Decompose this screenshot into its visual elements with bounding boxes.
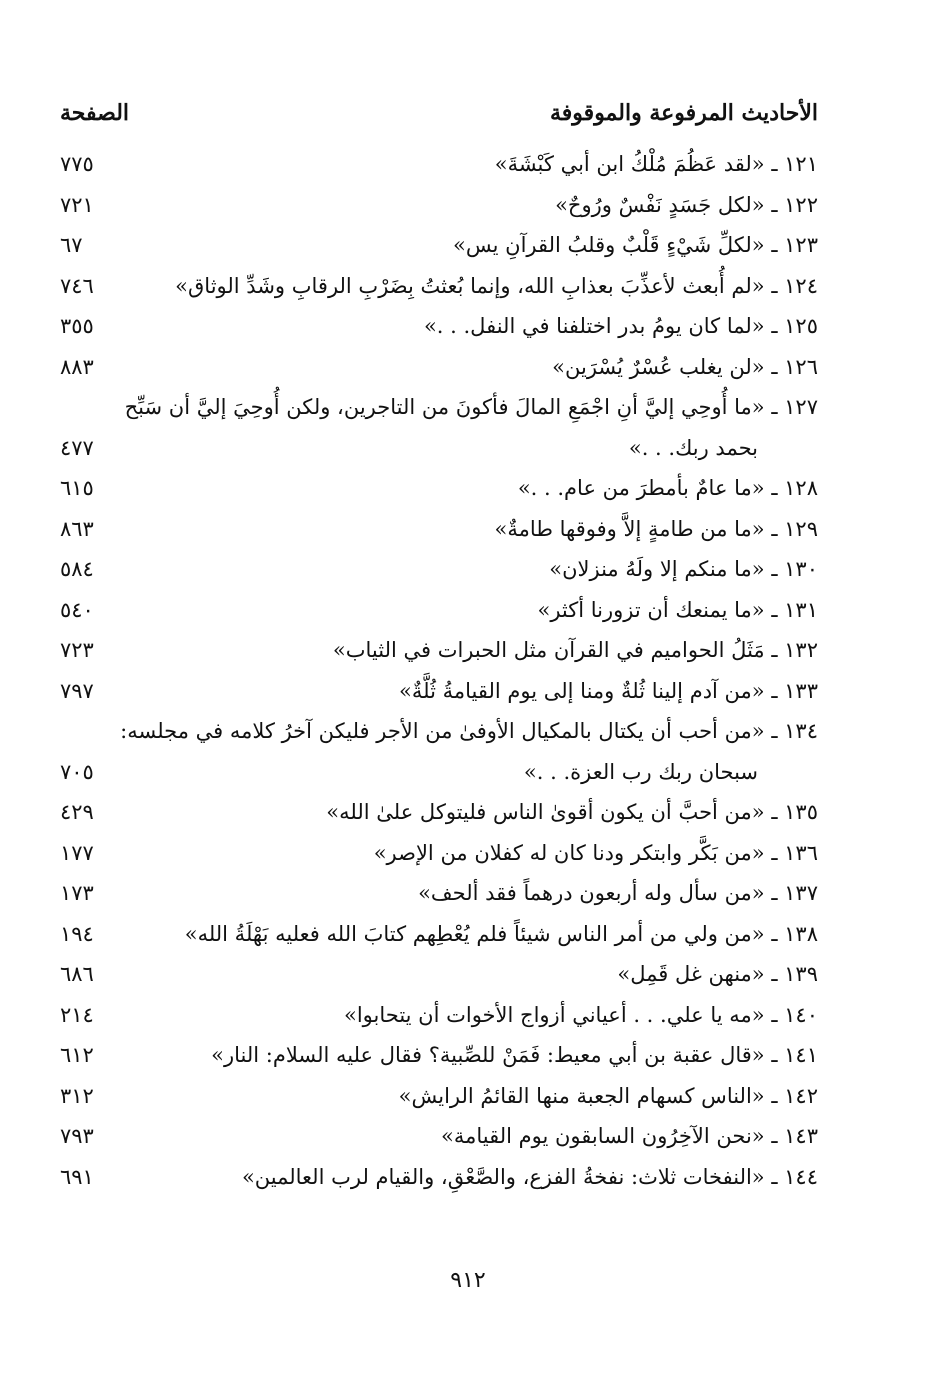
entry-page-number: ٧٧٥ [60, 152, 94, 176]
index-entry [60, 914, 818, 955]
index-entry [60, 266, 818, 307]
index-entry [60, 509, 818, 550]
entry-line [60, 468, 818, 509]
entry-line [60, 833, 818, 874]
index-entry [60, 144, 818, 185]
index-entry [60, 1116, 818, 1157]
entry-page-number: ٦٨٦ [60, 962, 94, 986]
entry-text: ١٢٦ ـ «لن يغلب عُسْرٌ يُسْرَين» [552, 354, 818, 379]
entry-page-number: ٨٨٣ [60, 354, 94, 379]
entry-page-number: ٣٥٥ [60, 314, 94, 338]
entry-line [60, 185, 818, 226]
entry-page-number: ٦١٥ [60, 476, 94, 500]
index-entry [60, 468, 818, 509]
entry-line [60, 347, 818, 388]
index-entry [60, 1035, 818, 1076]
entry-page-number: ٥٤٠ [60, 597, 94, 622]
index-entry [60, 225, 818, 266]
entry-page-number: ١٩٤ [60, 921, 94, 946]
entry-text: ١٣٦ ـ «من بَكَّر وابتكر ودنا كان له كفلان من الإصر» [373, 840, 818, 865]
entry-text: ١٢٣ ـ «لكلِّ شَيْءٍ قَلْبٌ وقلبُ القرآنِ يس» [453, 233, 818, 257]
entry-line [60, 590, 818, 631]
entry-continuation-line [60, 752, 818, 793]
entry-text: ١٣٥ ـ «من أحبَّ أن يكون أقوىٰ الناس فليتوكل علىٰ الله» [326, 800, 818, 824]
entry-text: ١٤٢ ـ «الناس كسهام الجعبة منها القائمُ الرايش» [398, 1083, 818, 1108]
index-entry [60, 792, 818, 833]
index-entry [60, 549, 818, 590]
entry-page-number: ٧٠٥ [60, 759, 94, 784]
entry-text: بحمد ربك. . .» [628, 435, 758, 460]
index-entry [60, 306, 818, 347]
entry-text: ١٢٥ ـ «لما كان يومُ بدر اختلفنا في النفل. . .» [423, 314, 818, 338]
entry-page-number: ٣١٢ [60, 1083, 94, 1108]
entry-page-number: ٧٤٦ [60, 273, 94, 298]
index-entry [60, 954, 818, 995]
entry-text: ١٢٤ ـ «لم أُبعث لأعذِّبَ بعذابِ الله، وإنما بُعثتُ بِضَرْبِ الرقابِ وشَدِّ الوثاق» [175, 273, 818, 298]
entry-page-number: ٧٩٧ [60, 678, 94, 703]
entry-line [60, 387, 818, 428]
entry-text: ١٣٢ ـ مَثَلُ الحواميم في القرآن مثل الحبرات في الثياب» [332, 638, 818, 662]
entry-page-number: ٥٨٤ [60, 557, 94, 581]
entry-line [60, 792, 818, 833]
hadith-index-list [60, 144, 818, 1197]
entry-text: ١٤٠ ـ «مه يا علي. . . أعياني أزواج الأخوات أن يتحابوا» [343, 1002, 818, 1027]
entry-text: ١٣٨ ـ «من ولي من أمر الناس شيئاً فلم يُعْطِهم كتابَ الله فعليه بَهْلَةُ الله» [184, 921, 818, 946]
index-entry [60, 347, 818, 388]
entry-page-number: ١٧٣ [60, 881, 94, 905]
entry-line [60, 144, 818, 185]
entry-line [60, 549, 818, 590]
entry-line [60, 306, 818, 347]
entry-text: ١٣٩ ـ «منهن غل قَمِل» [617, 962, 818, 986]
entry-line [60, 954, 818, 995]
index-entry [60, 185, 818, 226]
entry-page-number: ٧٢٣ [60, 638, 94, 662]
index-entry [60, 873, 818, 914]
entry-text: ١٣٣ ـ «من آدم إلينا ثُلةٌ ومنا إلى يوم القيامةُ ثُلَّةٌ» [399, 678, 818, 703]
index-entry [60, 630, 818, 671]
entry-text: ١٣٠ ـ «ما منكم إلا ولَهُ منزلان» [549, 557, 818, 581]
entry-line [60, 711, 818, 752]
entry-text: ١٢٧ ـ «ما أُوحِي إليَّ أنِ اجْمَعِ المالَ فأكونَ من التاجرين، ولكن أُوحِيَ إليَّ أن سَبِّح [124, 395, 818, 419]
entry-text: ١٣٤ ـ «من أحب أن يكتال بالمكيال الأوفىٰ من الأجر فليكن آخرُ كلامه في مجلسه: [120, 719, 818, 743]
entry-page-number: ٦٩١ [60, 1164, 94, 1189]
entry-text: سبحان ربك رب العزة. . .» [523, 759, 758, 784]
entry-line [60, 266, 818, 307]
index-entry [60, 590, 818, 631]
entry-page-number: ١٧٧ [60, 840, 94, 865]
entry-line [60, 509, 818, 550]
entry-line [60, 873, 818, 914]
index-entry [60, 387, 818, 468]
entry-page-number: ٢١٤ [60, 1002, 94, 1027]
page-column-heading: الصفحة [60, 100, 130, 126]
entry-line [60, 630, 818, 671]
entry-text: ١٢٩ ـ «ما من طامةٍ إلاَّ وفوقها طامةٌ» [494, 516, 818, 541]
entry-line [60, 225, 818, 266]
entry-text: ١٤١ ـ «قال عقبة بن أبي معيط: فَمَنْ للصِّبية؟ فقال عليه السلام: النار» [211, 1043, 818, 1067]
entry-line [60, 995, 818, 1036]
entry-continuation-line [60, 428, 818, 469]
index-entry [60, 1076, 818, 1117]
entry-page-number: ٦١٢ [60, 1043, 94, 1067]
entry-page-number: ٧٢١ [60, 192, 94, 217]
page-number: ٩١٢ [450, 1268, 486, 1293]
entry-page-number: ٨٦٣ [60, 516, 94, 541]
entry-line [60, 671, 818, 712]
entry-page-number: ٦٧ [60, 233, 83, 257]
entry-text: ١٢٢ ـ «لكل جَسَدٍ نَفْسٌ ورُوحٌ» [555, 192, 818, 217]
entry-line [60, 1116, 818, 1157]
entry-line [60, 1157, 818, 1198]
section-title: الأحاديث المرفوعة والموقوفة [550, 100, 818, 126]
index-entry [60, 995, 818, 1036]
entry-page-number: ٤٢٩ [60, 800, 94, 824]
entry-text: ١٣١ ـ «ما يمنعك أن تزورنا أكثر» [537, 597, 818, 622]
entry-line [60, 1076, 818, 1117]
index-entry [60, 1157, 818, 1198]
entry-text: ١٣٧ ـ «من سأل وله أربعون درهماً فقد ألحف» [418, 881, 818, 905]
entry-text: ١٤٤ ـ «النفخات ثلاث: نفخةُ الفزع، والصَّعْقِ، والقيام لرب العالمين» [241, 1164, 818, 1189]
index-entry [60, 711, 818, 792]
entry-page-number: ٤٧٧ [60, 435, 94, 460]
entry-text: ١٢١ ـ «لقد عَظُمَ مُلْكُ ابن أبي كَبْشَةَ» [494, 152, 818, 176]
entry-line [60, 914, 818, 955]
entry-line [60, 1035, 818, 1076]
index-entry [60, 671, 818, 712]
entry-text: ١٤٣ ـ «نحن الآخِرُون السابقون يوم القيامة» [441, 1124, 818, 1148]
entry-text: ١٢٨ ـ «ما عامٌ بأمطرَ من عام. . .» [517, 476, 818, 500]
index-entry [60, 833, 818, 874]
page-header [60, 100, 818, 134]
entry-page-number: ٧٩٣ [60, 1124, 94, 1148]
